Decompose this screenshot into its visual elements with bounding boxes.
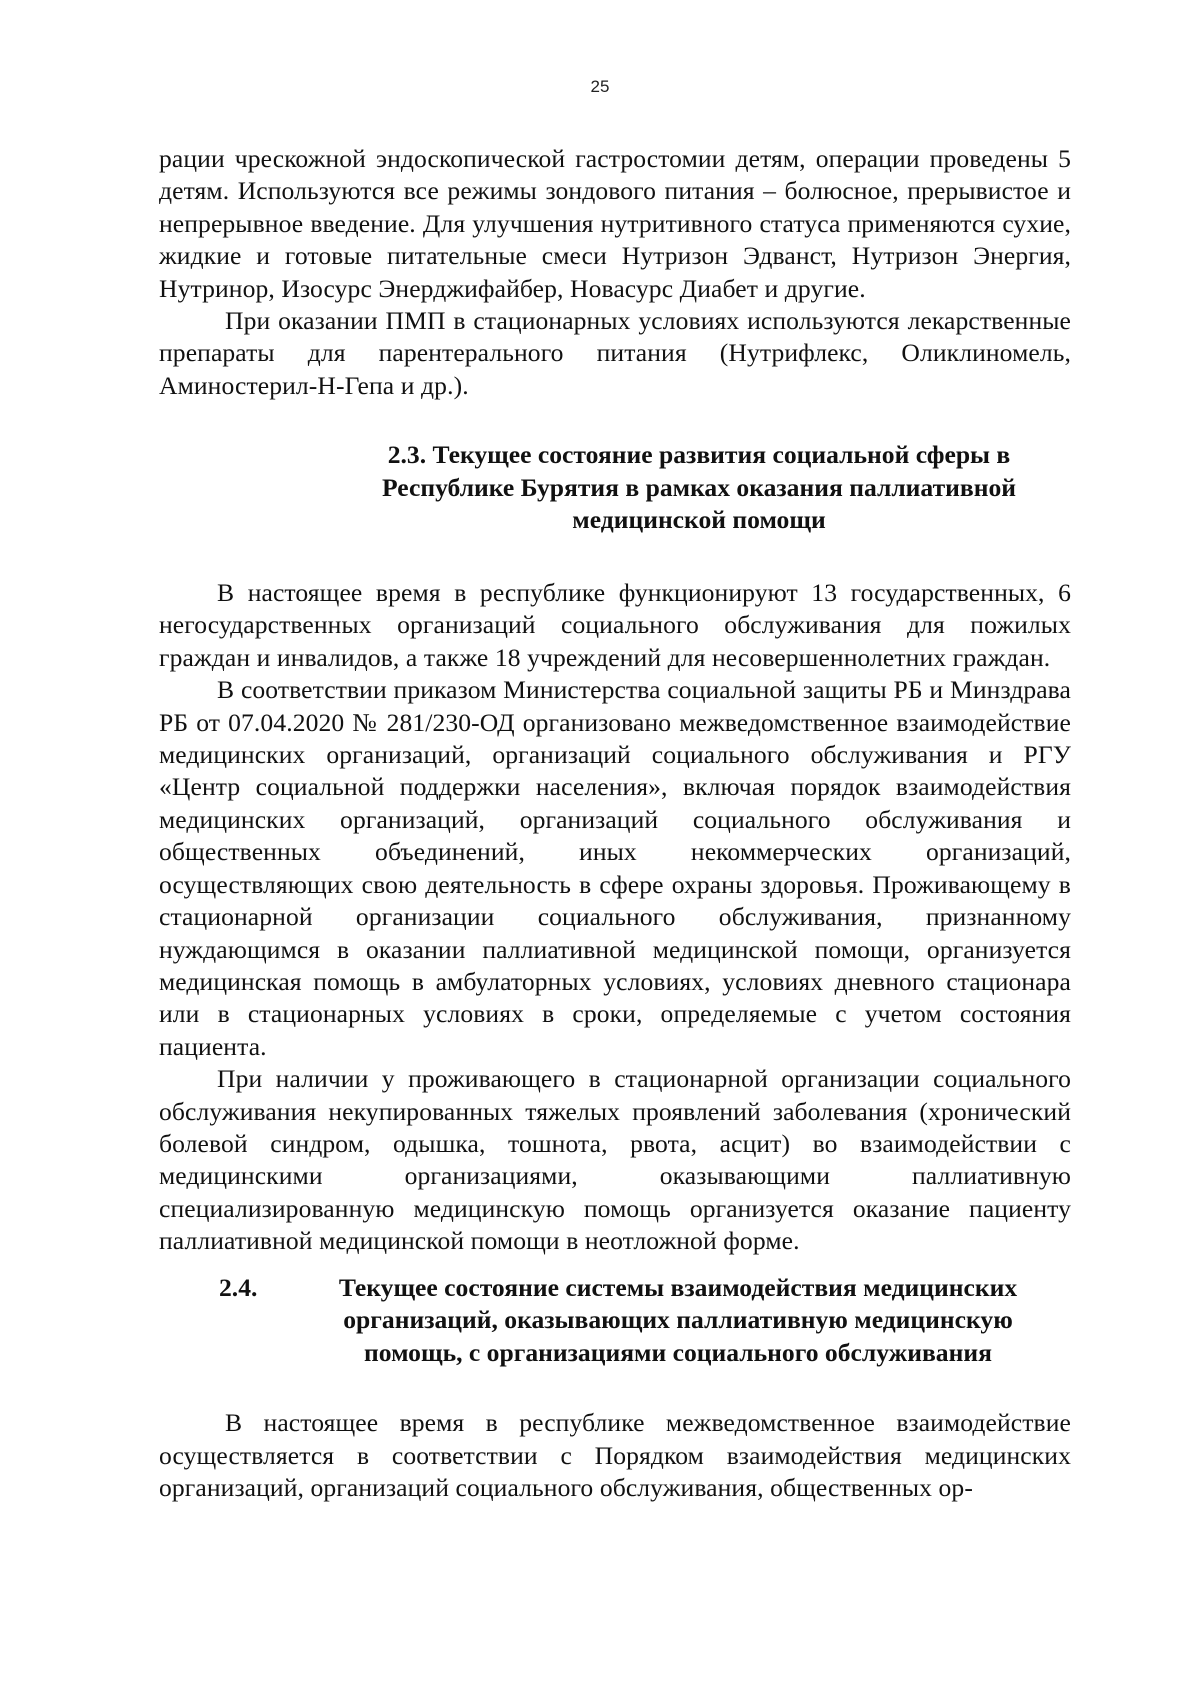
intro-paragraph: рации чрескожной эндоскопической гастростомии детям, операции проведены 5 детям. Используются все режимы зондового питания – болюсное, прерывистое и непрерывное введение. Для улучшения нутритивного статуса применяются сухие, жидкие и готовые питательные смеси Нутризон Эдванст, Нутризон Энергия, Нутринор, Изосурс Энерджифайбер, Новасурс Диабет и другие. [159,144,1071,303]
section-2-4-paragraph: В настоящее время в республике межведомственное взаимодействие осуществляется в соответствии с Порядком взаимодействия медицинских организаций, организаций социального обслуживания, общественных ор- [159,1408,1071,1503]
pmp-paragraph: При оказании ПМП в стационарных условиях используются лекарственные препараты для парентерального питания (Нутрифлекс, Оликлиномель, Аминостерил-Н-Гепа и др.). [159,306,1071,400]
section-2-3-paragraph-institutions: В настоящее время в республике функционируют 13 государственных, 6 негосударственных организаций социального обслуживания для пожилых граждан и инвалидов, а также 18 учреждений для несовершеннолетних граждан. [159,578,1071,672]
section-2-3-heading [159,439,1071,537]
section-2-4-heading-line1: Текущее состояние системы взаимодействия медицинских [338,1272,1018,1302]
section-2-4-heading-line3: помощь, с организациями социального обслуживания [364,1337,992,1367]
section-2-3-heading-line1: 2.3. Текущее состояние развития социальной сферы в [387,440,1011,470]
page-body [159,143,1071,1505]
section-2-4-heading-line2: организаций, оказывающих паллиативную медицинскую [343,1305,1013,1335]
section-2-3-paragraph-order: В соответствии приказом Министерства социальной защиты РБ и Минздрава РБ от 07.04.2020 № 281/230-ОД организовано межведомственное взаимодействие медицинских организаций, организаций социального обслуживания и РГУ «Центр социальной поддержки населения», включая порядок взаимодействия медицинских организаций, организаций социального обслуживания и общественных объединений, иных некоммерческих организаций, осуществляющих свою деятельность в сфере охраны здоровья. Проживающему в стационарной организации социального обслуживания, признанному нуждающимся в оказании паллиативной медицинской помощи, организуется медицинская помощь в амбулаторных условиях, условиях дневного стационара или в стационарных условиях в сроки, определяемые с учетом состояния пациента. [159,675,1071,1061]
page-number: 25 [590,77,610,96]
section-2-3-heading-line2: Республике Бурятия в рамках оказания паллиативной [382,472,1016,502]
section-2-4-number: 2.4. [219,1272,258,1302]
section-2-3-heading-line3: медицинской помощи [572,505,826,535]
section-2-3-paragraph-urgent-care: При наличии у проживающего в стационарной организации социального обслуживания некупированных тяжелых проявлений заболевания (хронический болевой синдром, одышка, тошнота, рвота, асцит) во взаимодействии с медицинскими организациями, оказывающими паллиативную специализированную медицинскую помощь организуется оказание пациенту паллиативной медицинской помощи в неотложной форме. [159,1064,1071,1256]
section-2-4-heading [159,1272,1071,1370]
